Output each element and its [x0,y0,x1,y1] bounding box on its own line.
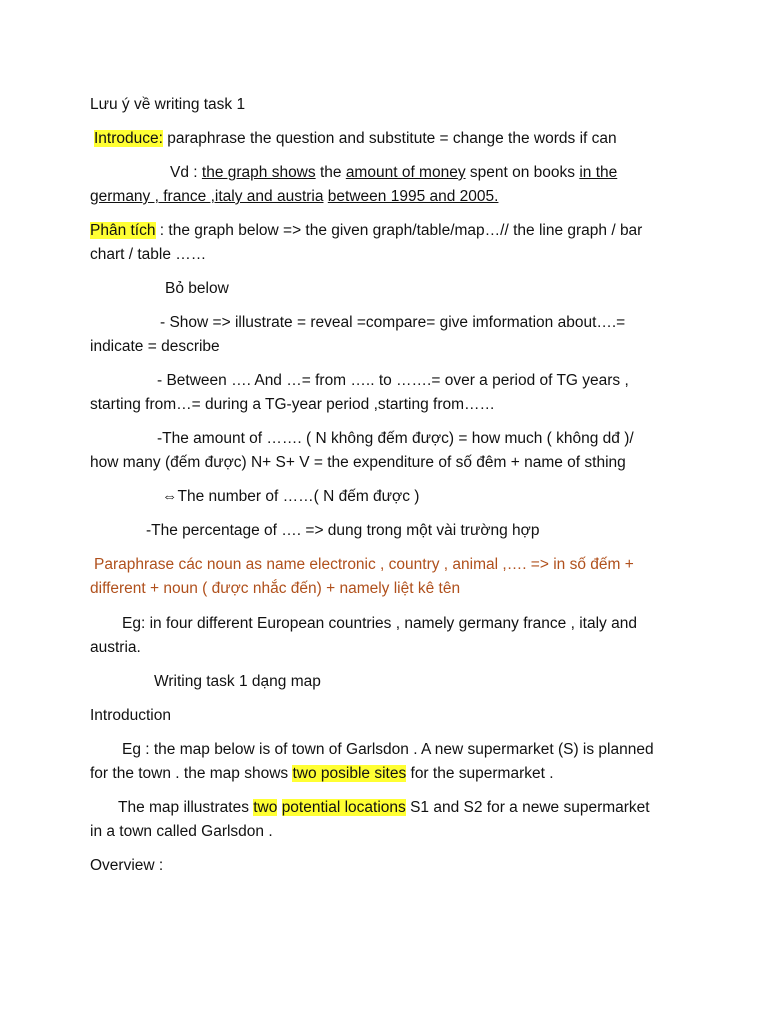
map-para-text: S1 and S2 for a newe supermarket [405,799,650,816]
eg1-line-1: Eg: in four different European countries , namely germany france , italy and [122,615,637,632]
paraphrase-line-1: Paraphrase các noun as name electronic , country , animal ,…. => in số đếm + [94,556,634,573]
introduce-line [94,127,694,151]
between-line-1: - Between …. And …= from ….. to …….= over a period of TG years , [157,372,629,389]
vd-underline-graph: the graph shows [201,164,316,181]
vd-underline-amount: amount of money [345,164,466,181]
eg2-line-1: Eg : the map below is of town of Garlsdon . A new supermarket (S) is planned [122,741,654,758]
map-para-text: The map illustrates [118,799,254,816]
show-line-2: indicate = describe [90,338,220,355]
map-para-line-2: in a town called Garlsdon . [90,823,273,840]
eg2-highlight: two posible sites [292,765,407,782]
amount-line-1: -The amount of ……. ( N không đếm được) = how much ( không dđ )/ [157,430,634,447]
introduce-label: Introduce: [94,130,163,147]
eg2-text: for the supermarket . [406,765,554,782]
eg1-line-2: austria. [90,639,141,656]
vd-underline-in-the: in the [579,164,618,181]
bo-below: Bỏ below [165,280,229,297]
introduce-text: paraphrase the question and substitute = change the words if can [162,130,617,147]
phantich-line-1 [90,219,690,243]
eg2-line-2 [90,762,690,786]
vd-line-2 [90,185,690,209]
vd-underline-years: between 1995 and 2005. [327,188,499,205]
number-line: ⇔The number of ……( N đếm được ) [162,488,420,505]
phantich-text: : the graph below => the given graph/table/map…// the line graph / bar [155,222,643,239]
introduction-heading: Introduction [90,707,171,724]
note-title: Lưu ý về writing task 1 [90,96,246,113]
between-line-2: starting from…= during a TG-year period ,starting from…… [90,396,496,413]
phantich-line-2: chart / table …… [90,246,207,263]
vd-text: spent on books [465,164,580,181]
map-para-highlight-locations: potential locations [281,799,406,816]
show-line-1: - Show => illustrate = reveal =compare= give imformation about….= [160,314,626,331]
paraphrase-line-2: different + noun ( được nhắc đến) + namely liệt kê tên [90,580,461,597]
vd-prefix: Vd : [170,164,202,181]
vd-underline-countries: germany , france ,italy and austria [90,188,324,205]
map-para-line-1 [118,796,718,820]
percentage-line: -The percentage of …. => dung trong một vài trường hợp [146,522,540,539]
eg2-text: for the town . the map shows [90,765,293,782]
overview-heading: Overview : [90,857,164,874]
map-para-highlight-two: two [253,799,278,816]
vd-line-1 [170,161,768,185]
map-heading: Writing task 1 dạng map [154,673,321,690]
amount-line-2: how many (đếm được) N+ S+ V = the expenditure of số đêm + name of sthing [90,454,626,471]
vd-text: the [315,164,346,181]
phantich-label: Phân tích [90,222,156,239]
